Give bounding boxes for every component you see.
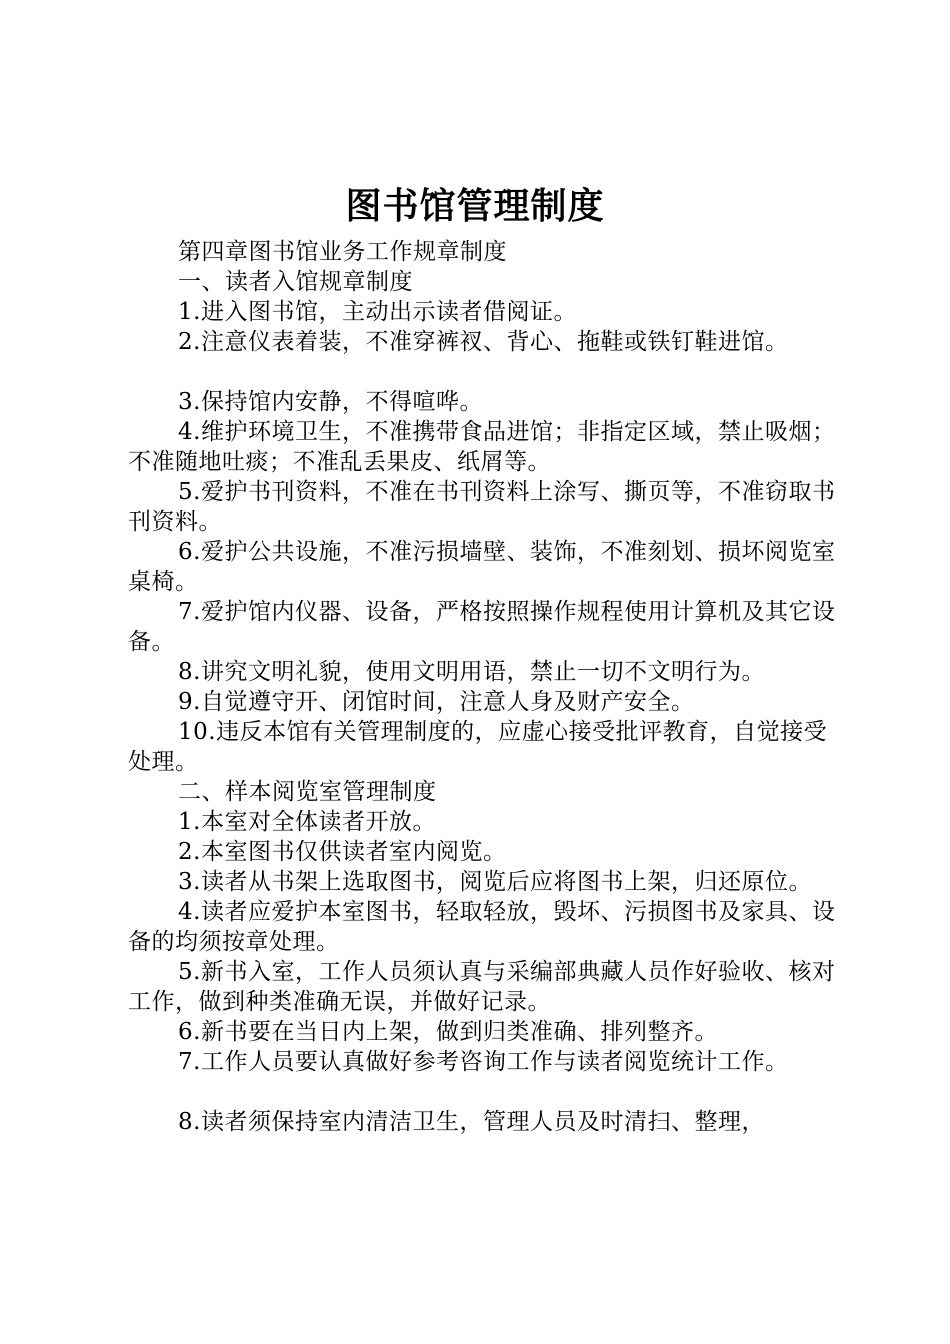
rule-item: 6.新书要在当日内上架，做到归类准确、排列整齐。 xyxy=(178,1019,718,1045)
rule-item: 5.新书入室，工作人员须认真与采编部典藏人员作好验收、核对工作，做到种类准确无误，并做好记录。 xyxy=(128,959,836,1015)
rule-item: 2.注意仪表着装，不准穿裤衩、背心、拖鞋或铁钉鞋进馆。 xyxy=(178,329,789,355)
rule-item: 8.讲究文明礼貌，使用文明用语，禁止一切不文明行为。 xyxy=(178,659,765,685)
rule-item: 1.本室对全体读者开放。 xyxy=(178,809,436,835)
document-body xyxy=(128,237,836,1137)
rule-item: 4.读者应爱护本室图书，轻取轻放，毁坏、污损图书及家具、设备的均须按章处理。 xyxy=(128,899,836,955)
chapter-heading: 第四章图书馆业务工作规章制度 xyxy=(178,239,507,265)
rule-item: 1.进入图书馆，主动出示读者借阅证。 xyxy=(178,299,577,325)
blank-line xyxy=(128,357,836,387)
rule-item: 6.爱护公共设施，不准污损墙壁、装饰，不准刻划、损坏阅览室桌椅。 xyxy=(128,539,836,595)
rule-item: 4.维护环境卫生，不准携带食品进馆；非指定区域，禁止吸烟；不准随地吐痰；不准乱丢果皮、纸屑等。 xyxy=(128,419,836,475)
rule-item: 3.读者从书架上选取图书，阅览后应将图书上架，归还原位。 xyxy=(178,869,812,895)
rule-item: 2.本室图书仅供读者室内阅览。 xyxy=(178,839,507,865)
blank-line xyxy=(128,1077,836,1107)
rule-item: 7.爱护馆内仪器、设备，严格按照操作规程使用计算机及其它设备。 xyxy=(128,599,836,655)
rule-item: 8.读者须保持室内清洁卫生，管理人员及时清扫、整理， xyxy=(178,1109,765,1135)
section-heading-reader-rules: 一、读者入馆规章制度 xyxy=(178,269,413,295)
rule-item: 3.保持馆内安静，不得喧哗。 xyxy=(178,389,483,415)
rule-item: 7.工作人员要认真做好参考咨询工作与读者阅览统计工作。 xyxy=(178,1049,789,1075)
document-title: 图书馆管理制度 xyxy=(345,186,605,227)
rule-item: 9.自觉遵守开、闭馆时间，注意人身及财产安全。 xyxy=(178,689,695,715)
section-heading-sample-room: 二、样本阅览室管理制度 xyxy=(178,779,437,805)
rule-item: 10.违反本馆有关管理制度的，应虚心接受批评教育，自觉接受处理。 xyxy=(128,719,828,775)
rule-item: 5.爱护书刊资料，不准在书刊资料上涂写、撕页等，不准窃取书刊资料。 xyxy=(128,479,836,535)
